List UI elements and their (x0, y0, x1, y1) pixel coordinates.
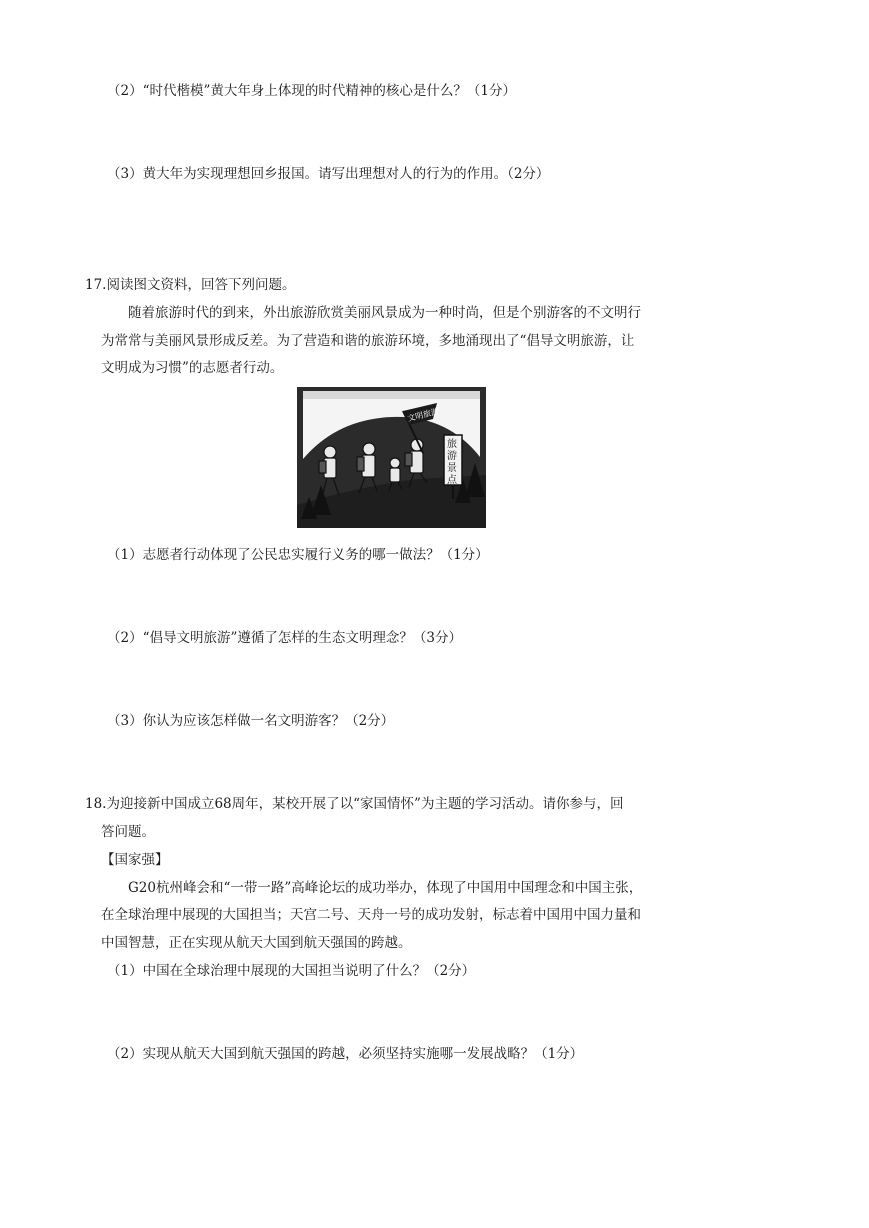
q17-sub3: （3）你认为应该怎样做一名文明游客？（2分） (107, 713, 395, 729)
q16-sub2: （2）“时代楷模”黄大年身上体现的时代精神的核心是什么？（1分） (107, 83, 516, 99)
q18-paragraph-line-1: G20杭州峰会和“一带一路”高峰论坛的成功举办，体现了中国用中国理念和中国主张， (128, 880, 643, 896)
q18-sub2: （2）实现从航天大国到航天强国的跨越，必须坚持实施哪一发展战略？（1分） (107, 1046, 584, 1062)
sign-char-1: 旅 (447, 439, 457, 450)
civilized-tourism-cartoon (297, 387, 486, 528)
q18-title-line-2: 答问题。 (101, 824, 155, 840)
sign-char-4: 点 (447, 475, 457, 486)
q16-sub3: （3）黄大年为实现理想回乡报国。请写出理想对人的行为的作用。（2分） (107, 166, 550, 182)
q17-paragraph-line-2: 为常常与美丽风景形成反差。为了营造和谐的旅游环境，多地涌现出了“倡导文明旅游，让 (101, 333, 635, 349)
q18-sub1: （1）中国在全球治理中展现的大国担当说明了什么？（2分） (107, 963, 476, 979)
flag-text: 文明旅游 (406, 406, 440, 424)
sign-char-2: 游 (447, 451, 457, 462)
q17-title: 17.阅读图文资料，回答下列问题。 (85, 277, 296, 293)
q17-sub1: （1）志愿者行动体现了公民忠实履行义务的哪一做法？（1分） (107, 547, 489, 563)
q18-section-heading: 【国家强】 (101, 852, 169, 868)
q17-sub2: （2）“倡导文明旅游”遵循了怎样的生态文明理念？（3分） (107, 630, 462, 646)
q18-paragraph-line-2: 在全球治理中展现的大国担当；天宫二号、天舟一号的成功发射，标志着中国用中国力量和 (101, 907, 641, 923)
q17-paragraph-line-1: 随着旅游时代的到来，外出旅游欣赏美丽风景成为一种时尚，但是个别游客的不文明行 (128, 305, 641, 321)
sign-char-3: 景 (447, 463, 457, 474)
q18-paragraph-line-3: 中国智慧，正在实现从航天大国到航天强国的跨越。 (101, 935, 412, 951)
q18-title-line-1: 18.为迎接新中国成立68周年，某校开展了以“家国情怀”为主题的学习活动。请你参与，回 (85, 796, 624, 812)
q17-paragraph-line-3: 文明成为习惯”的志愿者行动。 (101, 360, 284, 376)
